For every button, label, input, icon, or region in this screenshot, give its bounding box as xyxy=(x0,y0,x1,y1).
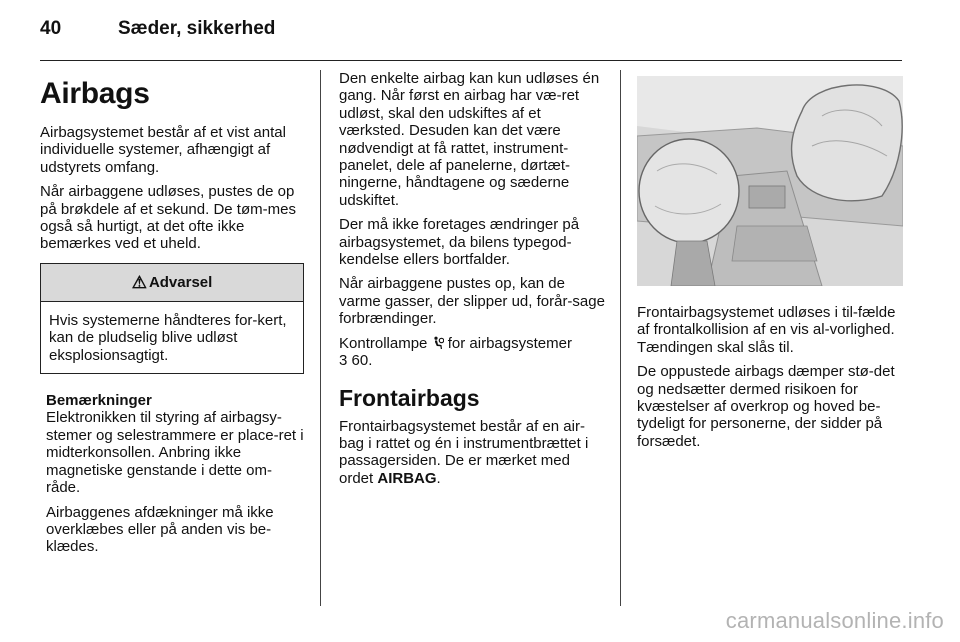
section-heading-airbags: Airbags xyxy=(40,77,150,110)
paragraph: Frontairbagsystemet udløses i til-fælde af frontalkollision af en vis al-vorlighed. Tændingen skal slås til. xyxy=(637,304,896,356)
column-1 xyxy=(40,70,304,563)
watermark: carmanualsonline.info xyxy=(725,608,944,633)
paragraph: Den enkelte airbag kan kun udløses én gang. Når først en airbag har væ-ret udløst, skal den udskiftes af et værksted. Desuden kan det være nødvendigt at få rattet, instrument-panelet, dele af panelerne, dørtæt-ningerne, håndtagene og sæderne udskiftet. xyxy=(339,70,600,209)
note-title: Bemærkninger xyxy=(46,392,152,410)
paragraph: Elektronikken til styring af airbagsy-stemer og selestrammere er place-ret i midterkonsollen. Anbring ikke magnetiske genstande i dette om-råde. xyxy=(46,409,304,497)
page-header xyxy=(40,18,275,48)
column-divider-1 xyxy=(320,70,321,606)
paragraph-control-lamp xyxy=(339,335,605,370)
airbag-warning-lamp-icon xyxy=(432,335,448,352)
paragraph: Når airbaggene udløses, pustes de op på brøkdele af et sekund. De tøm-mes også så hurtigt, at det ofte ikke bemærkes ved et uheld. xyxy=(40,183,296,253)
paragraph: Når airbaggene pustes op, kan de varme gasser, der slipper ud, forår-sage forbrændinger. xyxy=(339,275,605,328)
header-rule xyxy=(40,60,902,61)
warning-header xyxy=(41,264,303,302)
column-2 xyxy=(339,70,605,494)
text-span: Frontairbagsystemet består af en air-bag i rattet og én i instrumentbrættet i passagersiden. De er mærket med ordet xyxy=(339,417,589,487)
airbag-illustration xyxy=(637,76,903,286)
warning-title: Advarsel xyxy=(148,273,213,291)
column-divider-2 xyxy=(620,70,621,606)
column-3 xyxy=(637,70,903,457)
paragraph: Der må ikke foretages ændringer på airbagsystemet, da bilens typegod-kendelse ellers bortfalder. xyxy=(339,216,580,269)
section-heading-frontairbags: Frontairbags xyxy=(339,384,480,411)
paragraph: Airbaggenes afdækninger må ikke overklæbes eller på anden vis be-klædes. xyxy=(46,503,274,556)
page-number: 40 xyxy=(40,18,62,39)
paragraph: De oppustede airbags dæmper stø-det og nedsætter dermed risikoen for kvæstelser af overkrop og hoved be-tydeligt for personerne, der sidder på forsædet. xyxy=(637,363,895,450)
front-airbags-image xyxy=(637,76,903,286)
paragraph: Airbagsystemet består af et vist antal individuelle systemer, afhængigt af udstyrets omfang. xyxy=(40,124,286,176)
warning-box xyxy=(40,263,304,374)
text-span: . xyxy=(436,469,441,487)
text-span: for airbagsystemer xyxy=(447,334,572,352)
paragraph xyxy=(339,418,605,488)
warning-icon: ⚠ xyxy=(131,272,147,292)
note-block xyxy=(40,392,304,556)
page-reference: 3 60. xyxy=(339,352,373,370)
airbag-label: AIRBAG xyxy=(377,469,437,487)
warning-text: Hvis systemerne håndteres for-kert, kan de pludselig blive udløst eksplosionsagtigt. xyxy=(49,311,287,364)
text-span: Kontrollampe xyxy=(339,334,428,352)
chapter-title: Sæder, sikkerhed xyxy=(118,18,276,39)
